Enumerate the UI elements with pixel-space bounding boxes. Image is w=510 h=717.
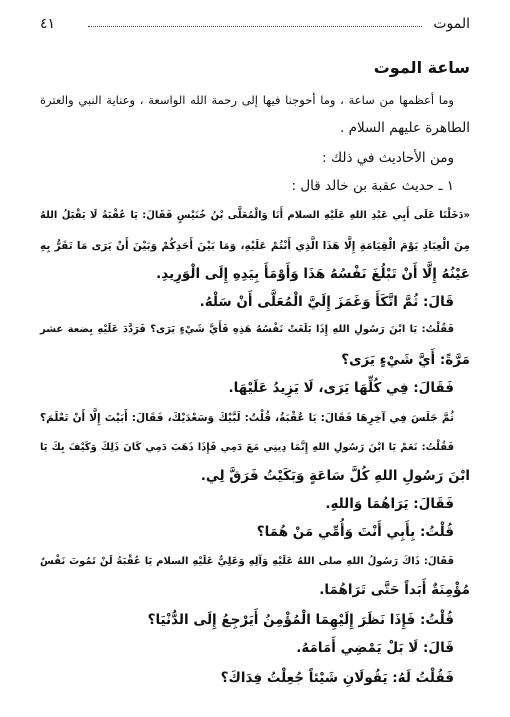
hadith-line: عَيْنُهُ إِلَّا أَنْ تَبْلُغَ نَفْسُهُ هَذَا وَأَوْمَأَ بِيَدِهِ إِلَى الْوَرِيدِ. <box>156 266 470 282</box>
intro-line-1: وما أعظمها من ساعة ، وما أحوجنا فيها إلى رحمة الله الواسعة ، وعناية النبي والعترة <box>40 93 454 107</box>
page-header <box>40 16 470 38</box>
section-title: ساعة الموت <box>373 58 470 77</box>
hadith-line: ابْنَ رَسُولِ اللهِ كُلَّ سَاعَةٍ وَبَكَيْتُ فَرَقَّ لِي. <box>200 468 470 484</box>
header-dotted-leader <box>88 26 422 27</box>
hadith-line: فَقُلْتُ: يَا ابْنَ رَسُولِ اللهِ إِذَا بَلَغَتْ نَفْسُهُ هَذِهِ فَأَيَّ شَيْءٍ يَرَى؟ فَرَدَّدَ عَلَيْهِ بِضعة عشر <box>40 324 454 335</box>
hadith-line: قَالَ: لَا بَلْ يَمْضِي أَمَامَهُ. <box>296 640 454 656</box>
hadith-line: مَرَّةً: أَيَّ شَيْءٍ يَرَى؟ <box>341 352 470 368</box>
hadith-line: مُؤْمِنَةٌ أَبَداً حَتَّى تَرَاهُمَا. <box>319 582 470 598</box>
hadith-line: «دَخَلْنَا عَلَى أَبِي عَبْدِ اللهِ عَلَيْهِ السلام أَنَا وَالْمُعَلَّى بْنُ خُنَيْسٍ فَقَالَ: يَا عُقْبَةُ لَا يَقْبَلُ اللهُ <box>40 210 470 221</box>
page-number: ٤١ <box>40 16 56 32</box>
hadith-line: قُلْتُ: فَإِذَا نَظَرَ إِلَيْهِمَا الْمُؤْمِنُ أَيَرْجِعُ إِلَى الدُّنْيَا؟ <box>147 612 454 628</box>
hadith-line: ثُمَّ جَلَسَ فِي آخِرِهَا فَقَالَ: يَا عُقْبَةُ، قُلْتُ: لَبَّيْكَ وَسَعْدَيْكَ، فَقَالَ: أَبَيْتَ إِلَّا أَنْ تَعْلَمَ؟ <box>40 412 454 424</box>
hadith-line: فَقُلْتُ لَهُ: يَقُولَانِ شَيْئاً جُعِلْتُ فِدَاكَ؟ <box>220 670 454 686</box>
hadith-line: قُلْتُ: بِأَبِي أَنْتَ وَأُمِّي مَنْ هُمَا؟ <box>256 524 454 540</box>
hadith-intro: ومن الأحاديث في ذلك : <box>322 150 454 166</box>
intro-line-2: الطاهرة عليهم السلام . <box>340 120 470 136</box>
hadith-line: مِنَ الْعِبَادِ يَوْمَ الْقِيَامَةِ إِلَّا هَذَا الَّذِي أَنْتُمْ عَلَيْهِ، وَمَا بَيْنَ أَحَدِكُمْ وَبَيْنَ أَنْ يَرَى مَا تَقَرُّ بِهِ <box>40 240 470 252</box>
hadith-line: فَقَالَ: ذَاكَ رَسُولُ اللهِ صلى اللهُ عَلَيْهِ وَآلِهِ وَعَلِيٌّ عَلَيْهِ السلام يَا عُقْبَةُ لَنْ تَمُوتَ نَفْسٌ <box>40 556 454 567</box>
hadith-line: فَقُلْتُ: نَعَمْ يَا ابْنَ رَسُولِ اللهِ إِنَّمَا دِينِي مَعَ دَمِي فَإِذَا ذَهَبَ دَمِي كَانَ ذَلِكَ وَكَيْفَ بِكَ يَا <box>40 442 454 453</box>
hadith-line: فَقَالَ: فِي كُلِّهَا يَرَى، لَا يَزِيدُ عَلَيْهَا. <box>228 380 454 396</box>
hadith-line: قَالَ: ثُمَّ اتَّكَأَ وَغَمَزَ إِلَيَّ الْمُعَلَّى أَنْ سَلْهُ. <box>199 294 454 310</box>
hadith-title: ١ ـ حديث عقبة بن خالد قال : <box>291 178 454 194</box>
running-title: الموت <box>433 16 470 32</box>
hadith-line: فَقَالَ: يَرَاهُمَا وَاللهِ. <box>325 496 454 512</box>
